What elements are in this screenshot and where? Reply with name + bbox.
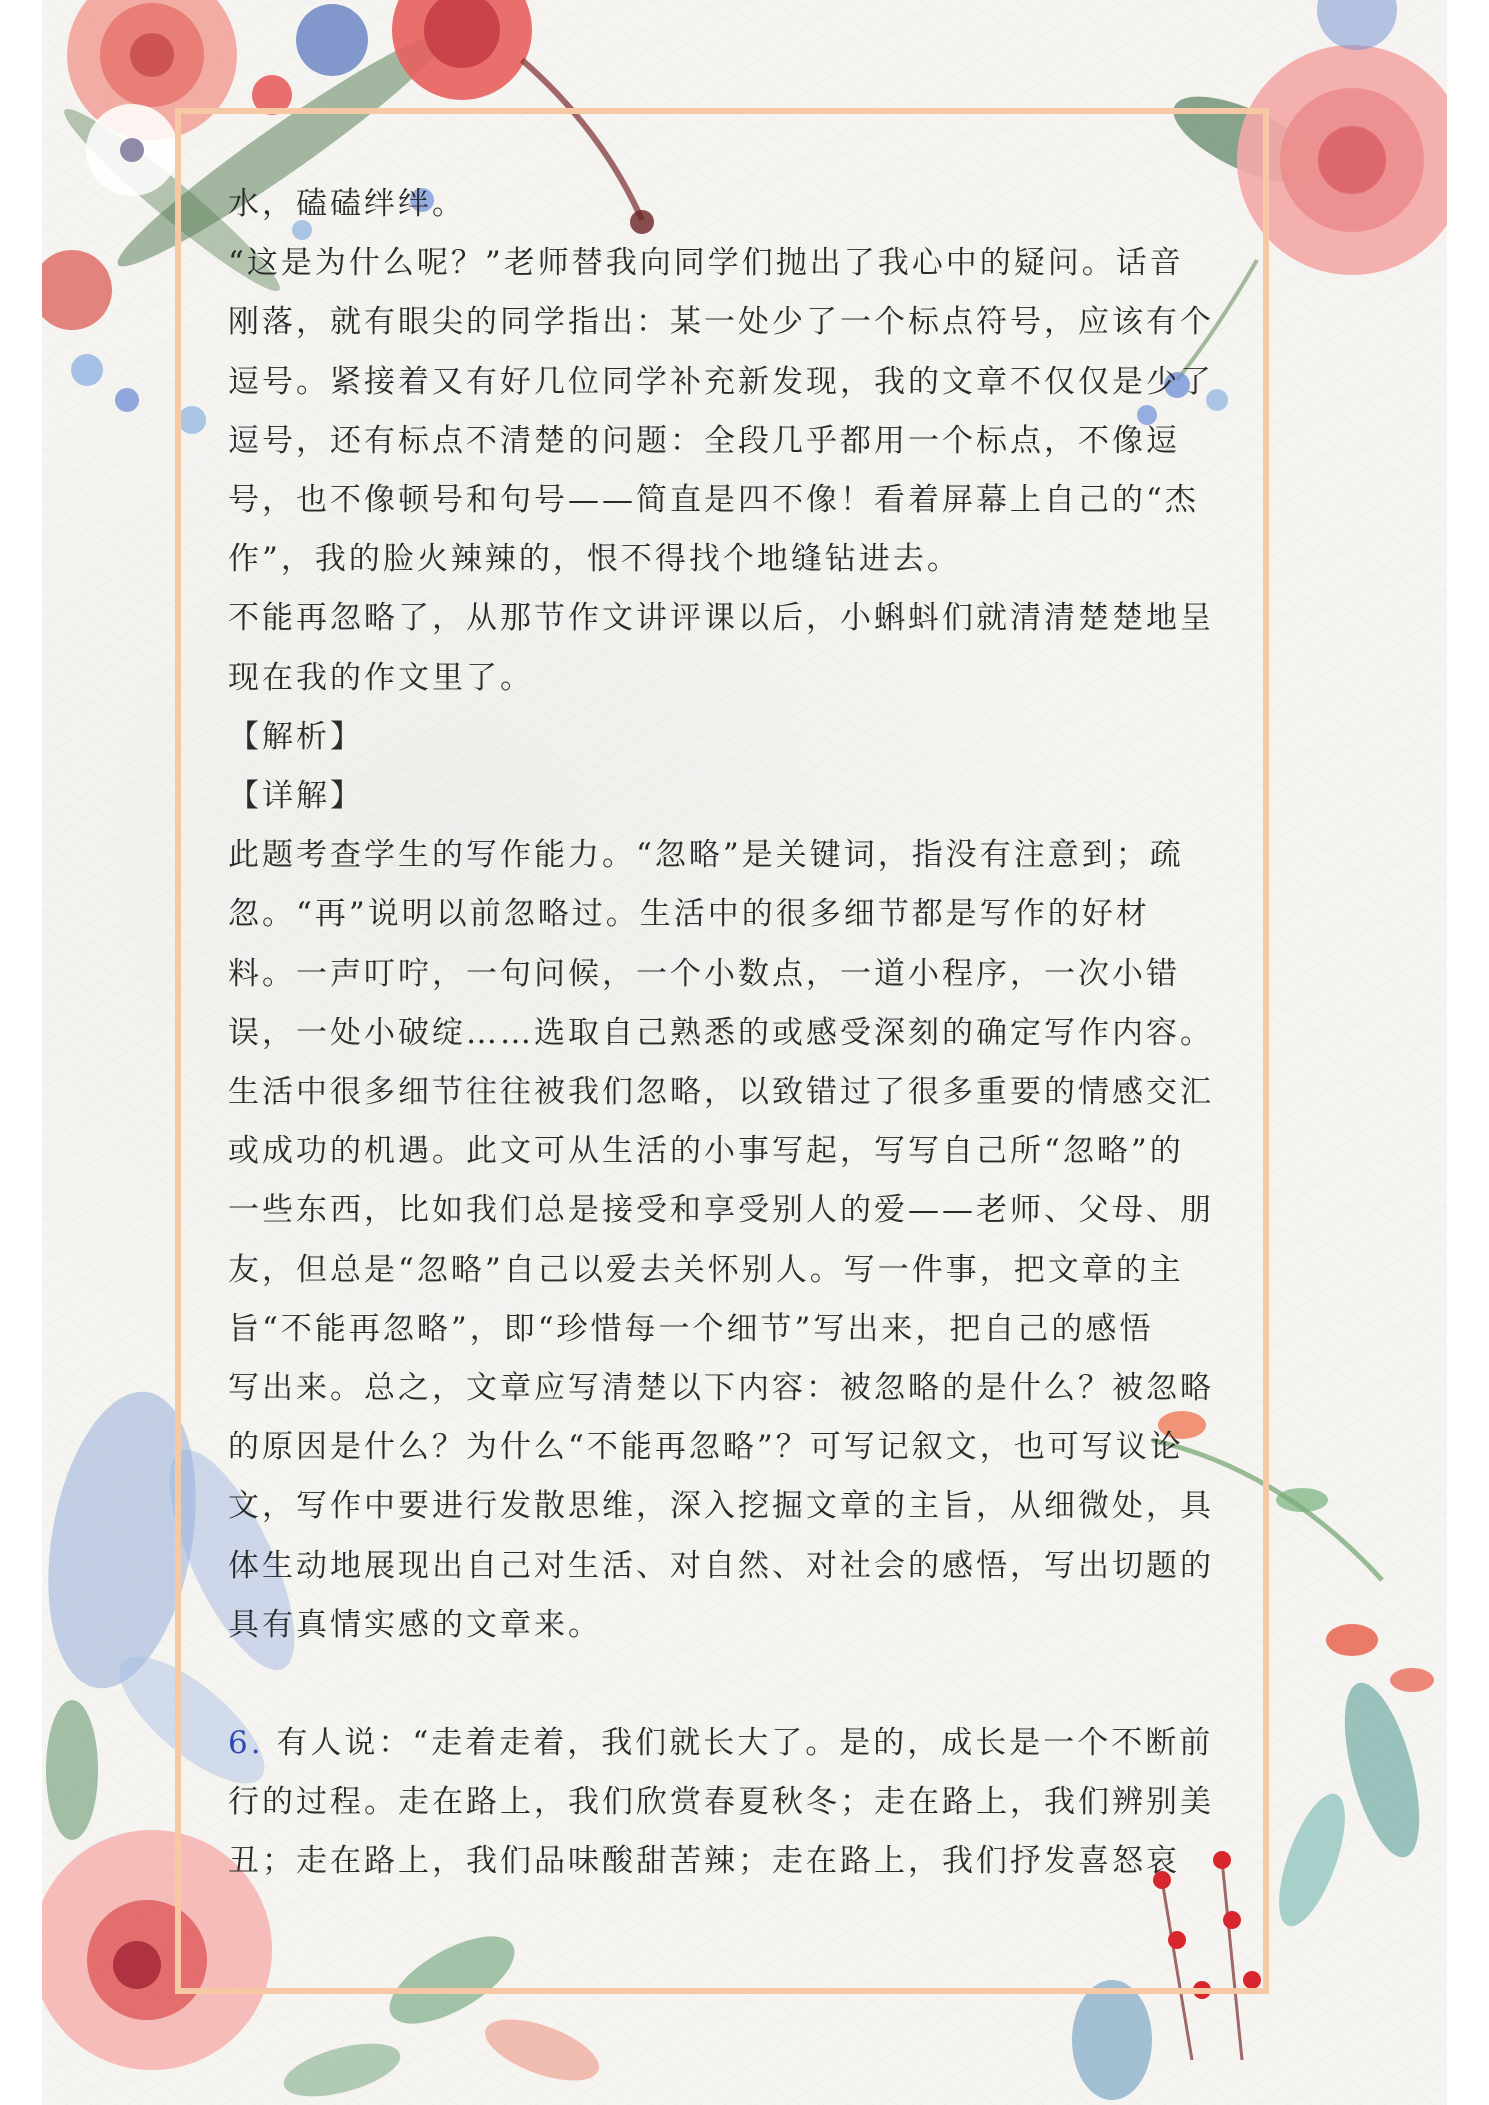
paragraph-line: 现在我的作文里了。 [228,659,534,696]
paragraph-line: 不能再忽略了，从那节作文讲评课以后，小蝌蚪们就清清楚楚地呈 [228,600,1214,637]
paragraph-line: 忽。“再”说明以前忽略过。生活中的很多细节都是写作的好材 [228,896,1150,933]
question-line: 丑；走在路上，我们品味酸甜苦辣；走在路上，我们抒发喜怒哀 [228,1843,1180,1880]
paragraph-line: “这是为什么呢？”老师替我向同学们抛出了我心中的疑问。话音 [228,245,1184,282]
paragraph-line: 文，写作中要进行发散思维，深入挖掘文章的主旨，从细微处，具 [228,1488,1214,1525]
paragraph-line: 旨“不能再忽略”，即“珍惜每一个细节”写出来，把自己的感悟 [228,1310,1154,1347]
paragraph-line: 料。一声叮咛，一句问候，一个小数点，一道小程序，一次小错 [228,955,1180,992]
question-first-line [228,1714,1258,1773]
paragraph-line: 写出来。总之，文章应写清楚以下内容：被忽略的是什么？被忽略 [228,1370,1214,1407]
paragraph-line: 水，磕磕绊绊。 [228,186,466,222]
paragraph-line: 具有真情实感的文章来。 [228,1606,602,1643]
paragraph-line: 逗号，还有标点不清楚的问题：全段几乎都用一个标点，不像逗 [228,422,1180,459]
paragraph-line: 逗号。紧接着又有好几位同学补充新发现，我的文章不仅仅是少了 [228,363,1214,400]
question-text: 有人说：“走着走着，我们就长大了。是的，成长是一个不断前 [276,1725,1214,1762]
section-heading-detail: 【详解】 [228,778,364,815]
section-gap [228,1655,1258,1714]
paragraph-line: 作”，我的脸火辣辣的，恨不得找个地缝钻进去。 [228,541,961,578]
paragraph-line: 或成功的机遇。此文可从生活的小事写起，写写自己所“忽略”的 [228,1133,1184,1170]
paragraph-line: 友，但总是“忽略”自己以爱去关怀别人。写一件事，把文章的主 [228,1251,1184,1288]
section-heading-analysis: 【解析】 [228,718,364,755]
paragraph-line: 生活中很多细节往往被我们忽略，以致错过了很多重要的情感交汇 [228,1074,1214,1111]
paragraph-line: 体生动地展现出自己对生活、对自然、对社会的感悟，写出切题的 [228,1547,1214,1584]
question-number: 6. [228,1725,264,1762]
paragraph-line: 一些东西，比如我们总是接受和享受别人的爱——老师、父母、朋 [228,1192,1214,1229]
paragraph-line: 号，也不像顿号和句号——简直是四不像！看着屏幕上自己的“杰 [228,482,1199,519]
paragraph-line: 刚落，就有眼尖的同学指出：某一处少了一个标点符号，应该有个 [228,304,1214,341]
paragraph-line: 的原因是什么？为什么“不能再忽略”？可写记叙文，也可写议论 [228,1429,1184,1466]
paragraph-line: 此题考查学生的写作能力。“忽略”是关键词，指没有注意到；疏 [228,837,1184,874]
answer-text-body [228,175,1258,1892]
question-line: 行的过程。走在路上，我们欣赏春夏秋冬；走在路上，我们辨别美 [228,1784,1214,1821]
paragraph-line: 误，一处小破绽……选取自己熟悉的或感受深刻的确定写作内容。 [228,1014,1214,1051]
